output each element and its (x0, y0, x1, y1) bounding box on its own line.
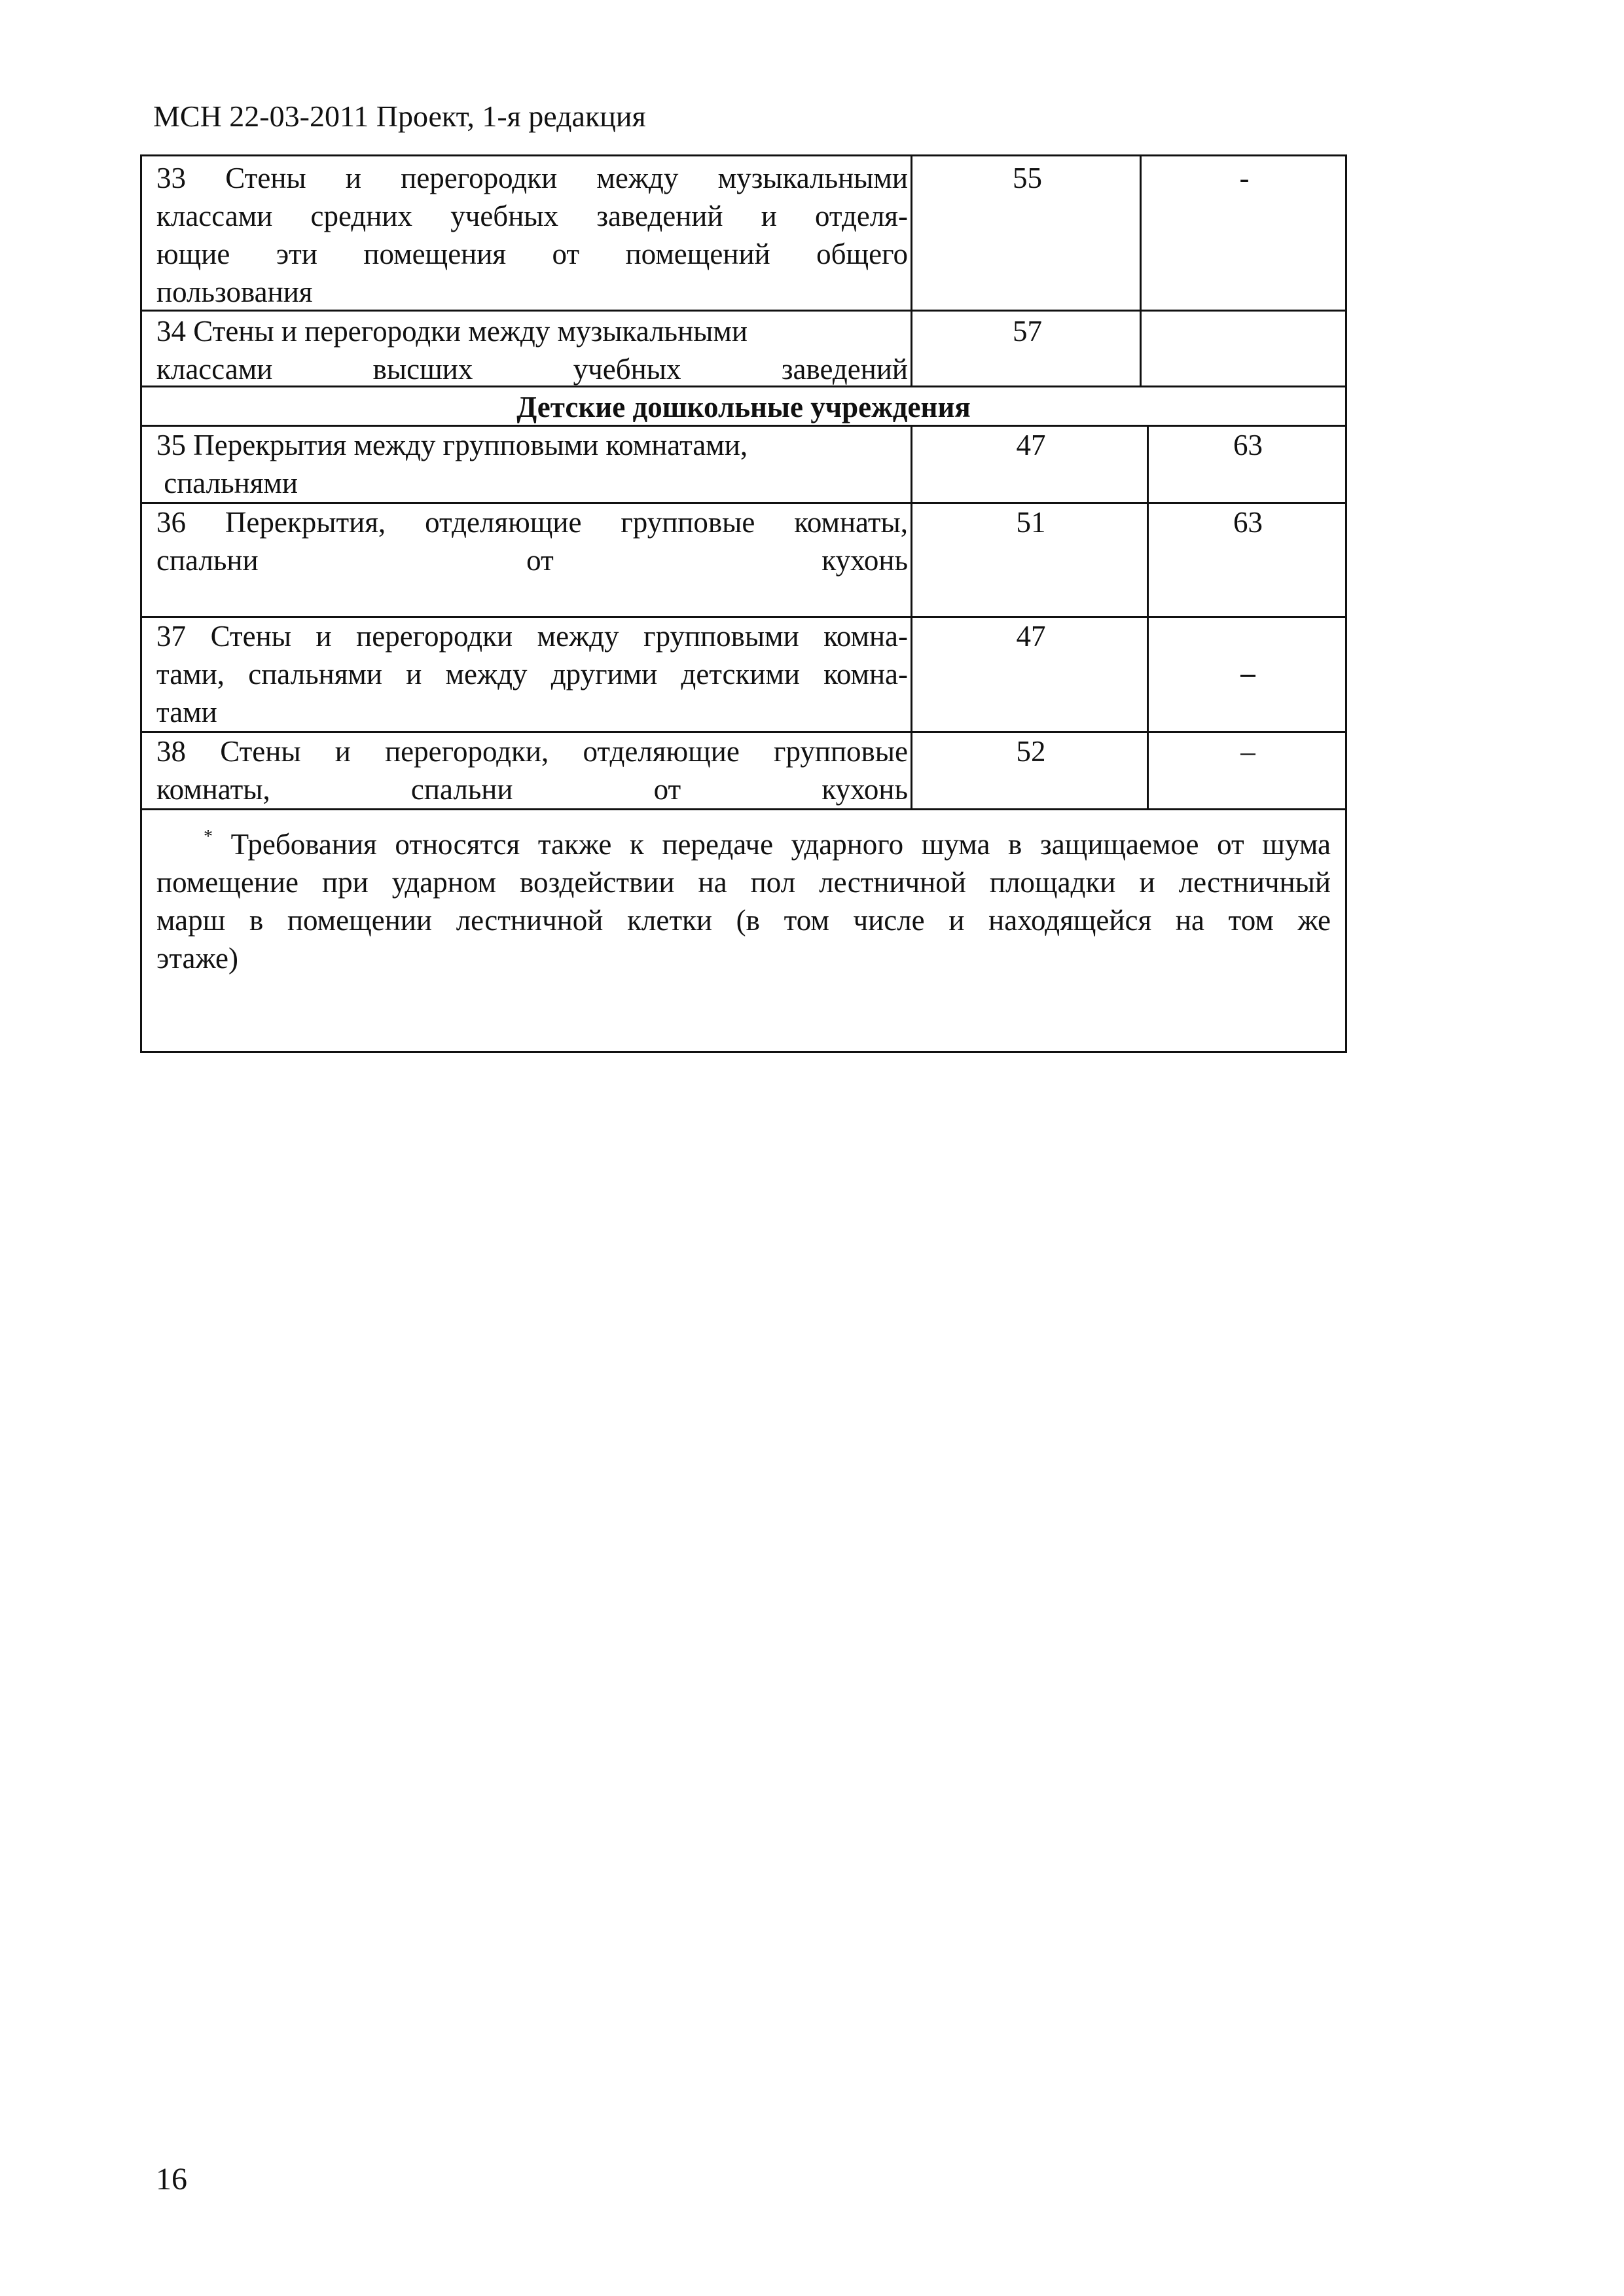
column-divider (911, 425, 912, 808)
section-title: Детские дошкольные учреждения (516, 391, 971, 423)
table-row-35-description (156, 426, 908, 502)
row-37-line-2: тами, спальнями и между другими детскими комна- (156, 658, 908, 691)
row-divider (142, 386, 1345, 387)
table-row-34-description (156, 312, 908, 388)
row-36-line-1: 36 Перекрытия, отделяющие групповые комнаты, (156, 506, 908, 539)
footnote-mark: * (204, 827, 213, 847)
footnote-line-1 (156, 825, 1331, 863)
row-36-line-2: спальни от кухонь (156, 544, 908, 577)
column-divider (1147, 425, 1149, 808)
table-row-33-description (156, 159, 908, 311)
requirements-table (140, 154, 1347, 1053)
row-37-col2-value: 47 (1016, 620, 1046, 653)
footnote-text-1: Требования относятся также к передаче ударного шума в защищаемое от шума (230, 828, 1331, 861)
column-divider (911, 156, 912, 386)
row-33-line-3: ющие эти помещения от помещений общего (156, 238, 908, 270)
row-33-line-1: 33 Стены и перегородки между музыкальными (156, 162, 908, 194)
row-35-col3-value: 63 (1233, 429, 1263, 461)
column-divider (1140, 156, 1142, 386)
table-row-38-description (156, 732, 908, 808)
row-33-col2-value: 55 (1013, 162, 1042, 194)
row-38-line-1: 38 Стены и перегородки, отделяющие групповые (156, 735, 908, 768)
row-38-col2-value: 52 (1016, 735, 1046, 768)
row-34-line-2: классами высших учебных заведений (156, 353, 908, 386)
row-35-col2-value: 47 (1016, 429, 1046, 461)
row-38-col3-value: – (1240, 735, 1255, 768)
row-36-col3-value: 63 (1233, 506, 1263, 539)
row-34-col2-value: 57 (1013, 315, 1042, 348)
row-37-line-3: тами (156, 696, 217, 728)
row-38-line-2: комнаты, спальни от кухонь (156, 773, 908, 806)
document-header: МСН 22-03-2011 Проект, 1-я редакция (153, 99, 646, 133)
footnote-line-4: этаже) (156, 942, 238, 975)
row-36-col2-value: 51 (1016, 506, 1046, 539)
row-33-line-4: пользования (156, 276, 313, 308)
table-row-36-description (156, 503, 908, 579)
row-33-col3-value: - (1239, 162, 1250, 194)
row-34-line-1: 34 Стены и перегородки между музыкальными (156, 315, 748, 348)
row-37-line-1: 37 Стены и перегородки между групповыми комна- (156, 620, 908, 653)
page-number: 16 (156, 2162, 187, 2197)
row-35-line-2: спальнями (156, 467, 298, 499)
row-33-line-2: классами средних учебных заведений и отделя- (156, 200, 908, 232)
footnote-line-2: помещение при ударном воздействии на пол лестничной площадки и лестничный (156, 866, 1331, 899)
row-35-line-1: 35 Перекрытия между групповыми комнатами, (156, 429, 748, 461)
table-footnote (156, 825, 1331, 977)
row-divider (142, 808, 1345, 810)
footnote-line-3: марш в помещении лестничной клетки (в том числе и находящейся на том же (156, 904, 1331, 937)
row-divider (142, 310, 1345, 312)
table-row-37-description (156, 617, 908, 731)
row-37-col3-value: – (1240, 656, 1255, 689)
